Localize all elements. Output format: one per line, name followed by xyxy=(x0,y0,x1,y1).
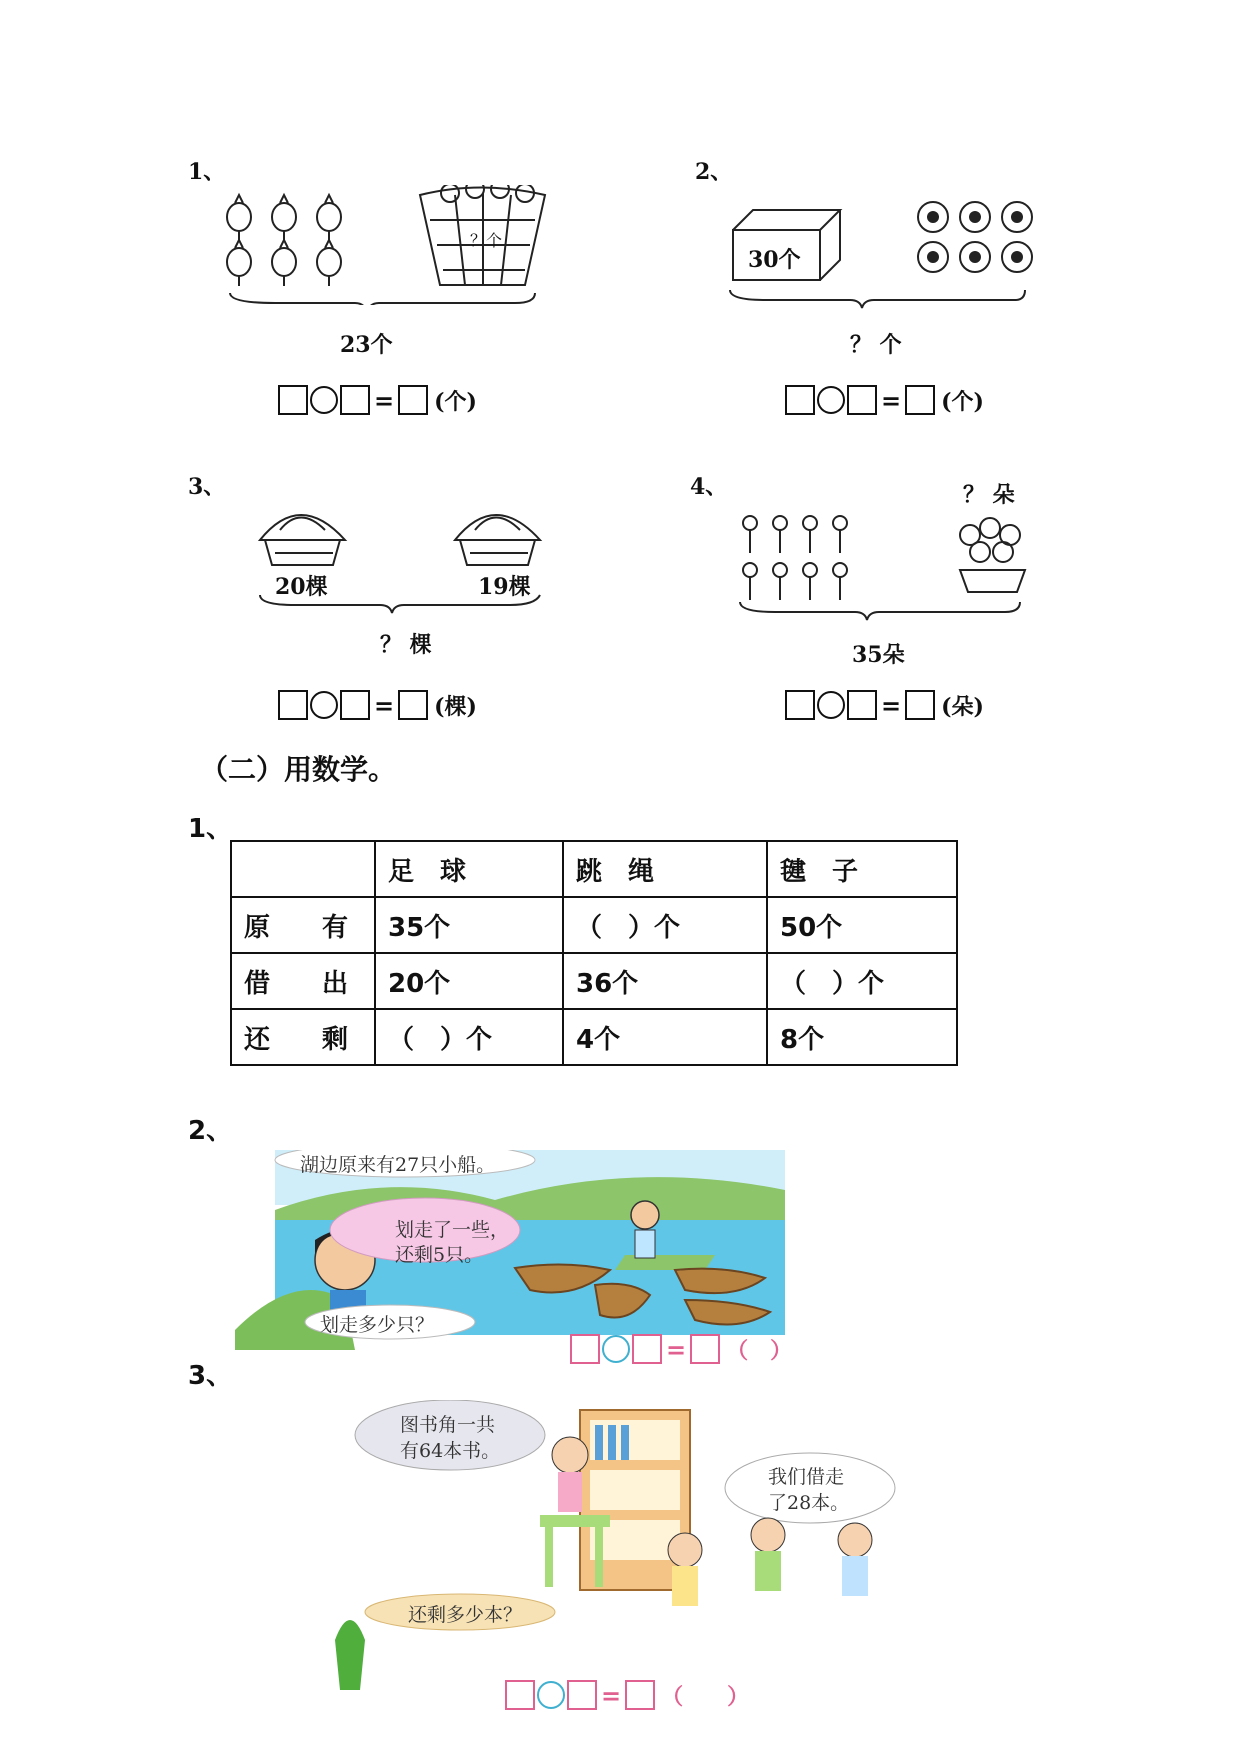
table-cell: 20个 xyxy=(375,953,563,1009)
unit-label: (棵) xyxy=(434,693,477,720)
equation-row: = （ ） xyxy=(570,1332,792,1366)
table-cell-blank[interactable]: （ ）个 xyxy=(375,1009,563,1065)
answer-box[interactable] xyxy=(785,385,815,415)
question-number: 1、 xyxy=(188,159,226,185)
operator-circle[interactable] xyxy=(537,1681,565,1709)
answer-box[interactable] xyxy=(905,385,935,415)
answer-box[interactable] xyxy=(785,690,815,720)
table-header-cell: 足 球 xyxy=(375,841,563,897)
equation-row: = （ ） xyxy=(505,1678,749,1712)
answer-box[interactable] xyxy=(625,1680,655,1710)
unit-label: (个) xyxy=(941,388,984,415)
flowers-illustration xyxy=(735,510,1035,630)
table-cell: 36个 xyxy=(563,953,767,1009)
answer-box[interactable] xyxy=(505,1680,535,1710)
answer-box[interactable] xyxy=(847,690,877,720)
speech-bubble-line: 有64本书。 xyxy=(400,1440,501,1462)
unit-label: （ ） xyxy=(726,1337,793,1364)
answer-box[interactable] xyxy=(905,690,935,720)
unit-label: (个) xyxy=(434,388,477,415)
answer-box[interactable] xyxy=(690,1334,720,1364)
row-label: 还 剩 xyxy=(231,1009,375,1065)
question-number: 1、 xyxy=(188,814,233,844)
equation-row: = (棵) xyxy=(278,688,477,722)
radish-illustration xyxy=(215,185,555,305)
unit-label: (朵) xyxy=(941,693,984,720)
answer-box[interactable] xyxy=(398,385,428,415)
table-cell-blank[interactable]: （ ）个 xyxy=(767,953,957,1009)
box-label: 30个 xyxy=(748,247,801,273)
table-cell-blank[interactable]: （ ）个 xyxy=(563,897,767,953)
operator-circle[interactable] xyxy=(602,1335,630,1363)
speech-bubble: 划走多少只？ xyxy=(320,1314,435,1336)
section-title: （二）用数学。 xyxy=(200,753,397,786)
equation-row: = (朵) xyxy=(785,688,984,722)
total-label: 35朵 xyxy=(852,642,905,668)
speech-bubble-line: 图书角一共 xyxy=(400,1414,496,1436)
speech-bubble-line: 我们借走 xyxy=(768,1466,845,1488)
right-basket-label: 19棵 xyxy=(478,574,531,600)
table-cell: 4个 xyxy=(563,1009,767,1065)
question-number: 2、 xyxy=(695,159,733,185)
row-label: 原 有 xyxy=(231,897,375,953)
table-header-cell xyxy=(231,841,375,897)
table-row xyxy=(231,897,957,953)
answer-box[interactable] xyxy=(398,690,428,720)
table-cell: 50个 xyxy=(767,897,957,953)
equation-row: = (个) xyxy=(278,383,477,417)
answer-box[interactable] xyxy=(847,385,877,415)
question-number: 2、 xyxy=(188,1116,233,1146)
operator-circle[interactable] xyxy=(817,386,845,414)
answer-box[interactable] xyxy=(570,1334,600,1364)
total-label: ？ 个 xyxy=(850,332,902,358)
speech-bubble-line: 划走了一些， xyxy=(395,1219,510,1241)
data-table xyxy=(230,840,958,1066)
basket-label: ？个 xyxy=(470,231,503,250)
answer-box[interactable] xyxy=(340,690,370,720)
operator-circle[interactable] xyxy=(817,691,845,719)
left-basket-label: 20棵 xyxy=(275,574,328,600)
table-cell: 8个 xyxy=(767,1009,957,1065)
row-label: 借 出 xyxy=(231,953,375,1009)
table-header-cell: 跳 绳 xyxy=(563,841,767,897)
answer-box[interactable] xyxy=(278,385,308,415)
question-number: 3、 xyxy=(188,1361,233,1391)
speech-bubble-line: 了28本。 xyxy=(768,1492,850,1514)
speech-bubble-line: 还剩5只。 xyxy=(395,1244,484,1266)
table-header-cell: 毽 子 xyxy=(767,841,957,897)
operator-circle[interactable] xyxy=(310,386,338,414)
total-label: 23个 xyxy=(340,332,393,358)
table-row xyxy=(231,1009,957,1065)
pot-label: ？ 朵 xyxy=(963,482,1015,508)
total-label: ？ 棵 xyxy=(380,632,432,658)
answer-box[interactable] xyxy=(567,1680,597,1710)
answer-box[interactable] xyxy=(278,690,308,720)
unit-label: （ ） xyxy=(661,1683,750,1710)
table-row xyxy=(231,953,957,1009)
equation-row: = (个) xyxy=(785,383,984,417)
speech-bubble: 还剩多少本？ xyxy=(408,1604,523,1626)
answer-box[interactable] xyxy=(632,1334,662,1364)
question-number: 4、 xyxy=(690,474,728,500)
operator-circle[interactable] xyxy=(310,691,338,719)
answer-box[interactable] xyxy=(340,385,370,415)
table-cell: 35个 xyxy=(375,897,563,953)
question-number: 3、 xyxy=(188,474,226,500)
speech-bubble: 湖边原来有27只小船。 xyxy=(300,1154,496,1176)
